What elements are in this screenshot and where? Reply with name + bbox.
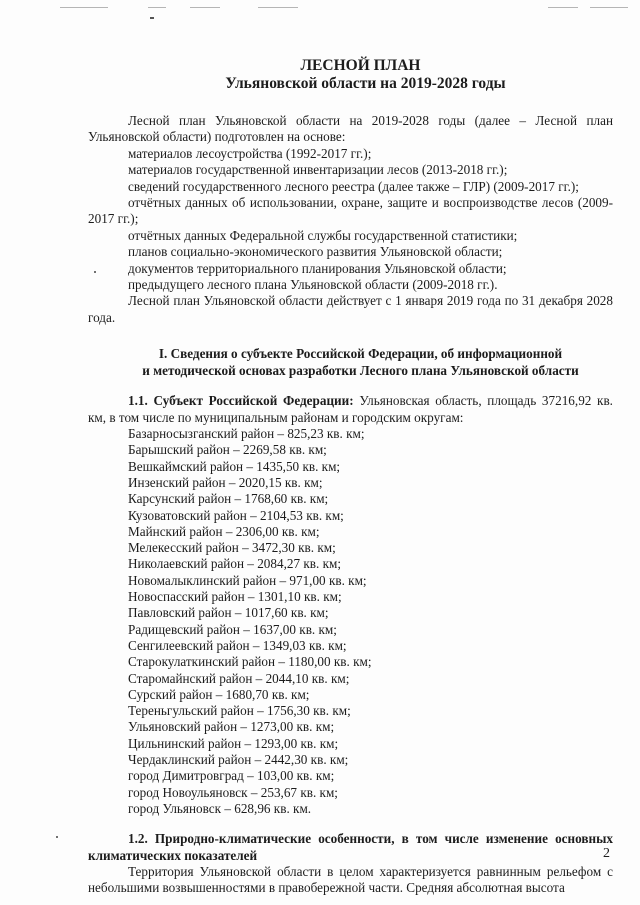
district-item: Карсунский район – 1768,60 кв. км;: [128, 491, 329, 507]
district-item: Цильнинский район – 1293,00 кв. км;: [128, 735, 339, 751]
source-item: сведений государственного лесного реестра (далее также – ГЛР) (2009-2017 гг.);: [128, 178, 579, 194]
source-item: предыдущего лесного плана Ульяновской области (2009-2018 гг.).: [128, 277, 498, 293]
subsection-1-2-text: Территория Ульяновской области в целом характеризуется равнинным рельефом с небольшими возвышенностями в правобережной части. Средняя абсолютная высота: [88, 864, 613, 896]
section-title-line: и методической основах разработки Лесного плана Ульяновской области: [142, 362, 579, 378]
document-title: ЛЕСНОЙ ПЛАН: [300, 57, 421, 74]
sources-list: [88, 145, 613, 294]
section-title-line: I. Сведения о субъекте Российской Федерации, об информационной: [158, 346, 563, 362]
district-item: Новомалыклинский район – 971,00 кв. км;: [128, 572, 367, 588]
district-item: Новоспасский район – 1301,10 кв. км;: [128, 589, 342, 605]
source-item: отчётных данных Федеральной службы государственной статистики;: [128, 227, 518, 243]
district-item: Кузоватовский район – 2104,53 кв. км;: [128, 507, 344, 523]
subsection-text: Ульяновская область, площадь 37216,92 кв. км, в том числе по муниципальным районам и городским округам:: [88, 393, 613, 425]
district-item: Тереньгульский район – 1756,30 кв. км;: [128, 703, 351, 719]
source-item: документов территориального планирования Ульяновской области;: [128, 260, 507, 276]
district-item: Майнский район – 2306,00 кв. км;: [128, 523, 320, 539]
district-item: город Ульяновск – 628,96 кв. км.: [128, 800, 312, 816]
district-item: Ульяновский район – 1273,00 кв. км;: [128, 719, 335, 735]
section-title: [108, 346, 613, 379]
document-subtitle: Ульяновской области на 2019-2028 годы: [225, 75, 506, 92]
stray-mark: [56, 836, 58, 838]
district-item: Радищевский район – 1637,00 кв. км;: [128, 621, 337, 637]
source-item: планов социально-экономического развития Ульяновской области;: [128, 244, 503, 260]
source-item: материалов государственной инвентаризации лесов (2013-2018 гг.);: [128, 162, 508, 178]
document-body: [88, 57, 613, 897]
page-number: 2: [603, 846, 610, 861]
district-item: Николаевский район – 2084,27 кв. км;: [128, 556, 341, 572]
district-item: Сенгилеевский район – 1349,03 кв. км;: [128, 637, 347, 653]
subsection-heading: 1.1. Субъект Российской Федерации:: [128, 393, 354, 409]
district-item: Старомайнский район – 2044,10 кв. км;: [128, 670, 350, 686]
validity-paragraph: Лесной план Ульяновской области действует с 1 января 2019 года по 31 декабря 2028 года.: [88, 293, 613, 325]
district-item: город Новоульяновск – 253,67 кв. км;: [128, 784, 338, 800]
district-item: город Димитровград – 103,00 кв. км;: [128, 768, 335, 784]
district-item: Вешкаймский район – 1435,50 кв. км;: [128, 458, 341, 474]
district-item: Мелекесский район – 3472,30 кв. км;: [128, 540, 336, 556]
district-item: Старокулаткинский район – 1180,00 кв. км;: [128, 654, 372, 670]
district-item: Инзенский район – 2020,15 кв. км;: [128, 474, 323, 490]
district-item: Сурский район – 1680,70 кв. км;: [128, 686, 310, 702]
source-item: материалов лесоустройства (1992-2017 гг.);: [128, 145, 372, 161]
scan-artifacts: [0, 5, 640, 25]
district-item: Чердаклинский район – 2442,30 кв. км;: [128, 752, 349, 768]
subsection-1-1: [88, 393, 613, 426]
subsection-1-2-heading: 1.2. Природно-климатические особенности, в том числе изменение основных климатических показателей: [88, 831, 613, 863]
district-list: [118, 426, 613, 817]
district-item: Барышский район – 2269,58 кв. км;: [128, 442, 327, 458]
source-item: отчётных данных об использовании, охране, защите и воспроизводстве лесов (2009-2017 гг.);: [88, 195, 613, 227]
intro-paragraph: Лесной план Ульяновской области на 2019-2028 годы (далее – Лесной план Ульяновской области) подготовлен на основе:: [88, 113, 613, 145]
district-item: Павловский район – 1017,60 кв. км;: [128, 605, 329, 621]
district-item: Базарносызганский район – 825,23 кв. км;: [128, 426, 365, 442]
